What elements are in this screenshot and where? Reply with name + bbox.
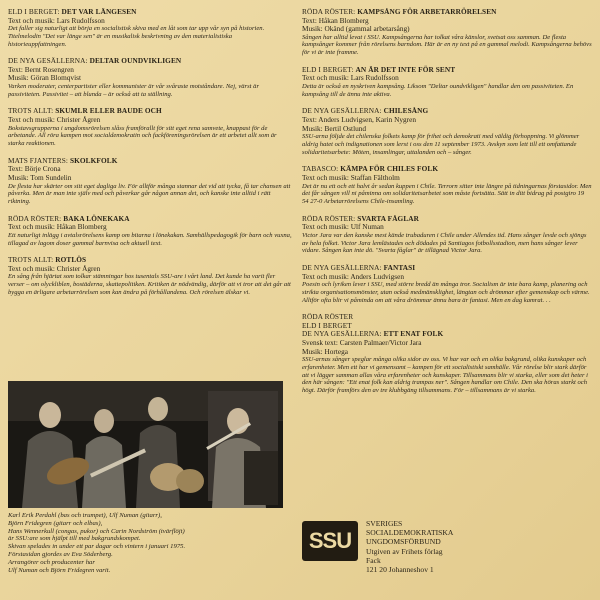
- publisher-line: 121 20 Johanneshov 1: [366, 565, 434, 575]
- credit-line: Text och musik: Lars Rudolfsson: [8, 15, 105, 25]
- band-name: DE NYA GESÄLLERNA:: [302, 106, 382, 116]
- song-entry: [302, 215, 592, 255]
- credit-line: Musik: Tom Sundelin: [8, 172, 72, 182]
- song-description: Poesin och lyriken lever i SSU, med större bredd än många tror. Socialism är inte bara kamp, planering och strikta organisationsmönster, utan också medmänsklighet, längtan och drömmar efter gemenskap och värme. Alltför ofta blir vi påminda om att våra drömmar ännu bara är fantasi. Men en dag kamrat. . .: [302, 281, 590, 304]
- song-entry: [8, 107, 292, 147]
- song-description: Detta är också en nyskriven kampsång. Liksom "Deltar oundvikligen" handlar den om passiviteten. En kampsång till de ännu inte aktiva.: [302, 83, 574, 98]
- song-description: De flesta har skärter om sitt eget dagliga liv. För alltför många stannar det vid att tycka, få tar chansen att påverka. Men är man inte själv med och påverkar går någon annan det, och kanske inte alltid i rätt riktning.: [8, 182, 291, 205]
- credit-line: Text: Anders Ludvigsen, Karin Nygren: [302, 115, 416, 125]
- song-title: KAMPSÅNG FÖR ARBETARRÖRELSEN: [357, 7, 497, 16]
- logo-text: SSU: [308, 528, 352, 553]
- song-title: FANTASI: [383, 262, 416, 272]
- song-description: SSU-arna följde det chilenska folkets kamp för frihet och demokrati med väldig förhoppning. Vi glömmer aldrig hatet och indignationen som lerst i oss den 11 september 1973. Avskyn som lett till ett omfattande solidaritetsarbete: Möten, insamlingar, uttalanden och – sånger.: [302, 133, 580, 156]
- band-name: TROTS ALLT:: [8, 106, 54, 116]
- band-name: DE NYA GESÄLLERNA:: [302, 262, 382, 272]
- band-name: ELD I BERGET:: [302, 64, 354, 74]
- song-entry: [8, 215, 292, 248]
- credit-line: Text och musik: Lars Rudolfsson: [302, 73, 399, 83]
- song-entry: [8, 57, 292, 98]
- credit-line: Text och musik: Anders Ludvigsen: [302, 271, 405, 281]
- band-name: TABASCO:: [302, 164, 339, 174]
- song-title: KÄMPA FÖR CHILES FOLK: [340, 164, 439, 174]
- song-description: SSU-arnas sånger speglar många olika sidor av oss. Vi har var och en olika bakgrund, olika kunskaper och erfarenheter. Men ett har vi gemensamt – kampen för ett socialistiskt samhälle. Vår rörelse blir stark därför att vi lägger samman allas våra erfarenheter och kunskaper. Tillsammans blir vi starka, eller som det heter i den här sången: "Ett enat folk kan aldrig trampas ner". Sången handlar om Chile. Den ska höras starkt och högt. Därför framförs den av tre klubbgäng tillsammans. För – tillsammans är vi starka.: [302, 356, 589, 395]
- song-description: Varken moderater, centerpartister eller kommunister är vår svåraste motståndare. Nej, värst är passiviteten. Passivitet – att blunda – är också att ta ställning.: [8, 83, 260, 98]
- song-title: DET VAR LÄNGESEN: [61, 7, 137, 16]
- song-entry: [302, 8, 592, 57]
- band-name: ELD I BERGET:: [8, 7, 60, 16]
- publisher-line: Utgiven av Frihets förlag: [366, 546, 443, 556]
- caption-line: Förstasidan gjordes av Eva Söderberg.: [8, 550, 113, 558]
- band-photo: [8, 381, 283, 508]
- credit-line: Text och musik: Ulf Numan: [302, 222, 384, 232]
- band-name: MATS FJANTERS:: [8, 155, 68, 165]
- credit-line: Text: Håkan Blomberg: [302, 15, 369, 25]
- song-entry: [8, 256, 292, 296]
- publisher-address: [366, 519, 586, 574]
- publisher-block: [302, 519, 592, 579]
- credit-line: Text och musik: Staffan Fältholm: [302, 172, 400, 182]
- credit-line: Text och musik: Christer Ågren: [8, 263, 101, 273]
- song-description: En sång från hjärtat som tolkar stämningar hos tusentals SSU-are i vårt land. Det kunde ha varit fler verser – om olyckliblen, bostäderna, skattepolitiken. Kritiken är nödvändig, därför att vi tror att det går att bygga en ärligare arbetarrörelsen som kan ändra på förhållandena. Och rörelsen älskar vi.: [8, 273, 291, 296]
- caption-line: Ulf Numan och Björn Fridegren varit.: [8, 566, 111, 574]
- song-entry: [302, 313, 592, 394]
- publisher-line: UNGDOMSFÖRBUND: [366, 537, 441, 547]
- song-title: CHILESÅNG: [383, 106, 429, 116]
- song-entry: [302, 264, 592, 304]
- right-column: [302, 8, 592, 404]
- song-entry: [8, 8, 292, 48]
- song-title: DELTAR OUNDVIKLIGEN: [89, 56, 182, 66]
- credit-line: Text och musik: Håkan Blomberg: [8, 222, 107, 232]
- song-title: ROTLÖS: [55, 255, 87, 265]
- caption-line: Arrangörer och producenter har: [8, 558, 95, 566]
- song-title: BAKA LÖNEKAKA: [63, 213, 130, 223]
- caption-line: Björn Fridegren (gitarr och elbas),: [8, 519, 103, 527]
- credit-line: Musik: Göran Blomqvist: [8, 73, 81, 83]
- publisher-line: SVERIGES: [366, 519, 403, 528]
- song-entry: [302, 107, 592, 156]
- song-title: ETT ENAT FOLK: [383, 329, 444, 339]
- song-entry: [302, 66, 592, 99]
- song-description: Ett naturligt inlägg i avtalsrörelsens kamp om bitarna i lönekakan. Samhällspedagogik för barn och vuxna, tillagad av lagom doser gammal barnvisa och aktuell text.: [8, 231, 292, 247]
- band-name: RÖDA RÖSTER:: [8, 213, 62, 223]
- song-title: SVARTA FÅGLAR: [357, 213, 420, 223]
- song-entry: [8, 157, 292, 206]
- credit-line: Text: Börje Crona: [8, 164, 61, 174]
- caption-line: Karl Erik Perdahl (bas och trumpet), Ulf Numan (gitarr),: [8, 512, 162, 519]
- song-title: AN ÄR DET INTE FÖR SENT: [355, 64, 456, 74]
- song-description: Sången har alltid levat i SSU. Kampsångerna har tolkat våra känslor, svetsat oss samman. De flesta kampsånger kommer från rörelsens barndom. Här är en ny text på en gammal melodi. Kampsångerna behövs för vi är inte framme.: [302, 33, 592, 57]
- song-description: Victor Jara var den kanske mest kände trubaduren i Chile under Allendes tid. Hans sånger levde och sjöngs av hela folket. Victor Jara lemlästades och dödades på Santiagos fotbollsstadion, men hans sånger lever vidare. Sången kan inte dö. "Svarta fåglar" är tillägnad Victor Jara.: [302, 231, 587, 255]
- caption-line: Hans Wennerkull (congas, pukor) och Carin Nordström (tvärflöjt): [8, 527, 185, 535]
- left-column: [8, 8, 292, 306]
- band-name: RÖDA RÖSTER ELD I BERGET DE NYA GESÄLLERNA:: [302, 312, 382, 339]
- credit-line: Svensk text: Carsten Palmaer/Victor Jara: [302, 338, 422, 348]
- photo-caption: [8, 512, 288, 574]
- song-description: Bokstavsgrupperna i ungdomsrörelsen slåss framförallt för sitt eget rena samvete, knappast för de arbetande. All röra kampen mot socialdemokratin och fackföreningsrörelsen är ett arbetet allt som är starka reaktionen.: [8, 124, 277, 148]
- caption-line: är SSU:are som hjälpt till med bakgrundskompet.: [8, 535, 141, 543]
- band-name: RÖDA RÖSTER:: [302, 213, 356, 223]
- credit-line: Text: Bernt Rosengren: [8, 64, 74, 74]
- song-entry: [302, 165, 592, 205]
- band-name: DE NYA GESÄLLERNA:: [8, 56, 88, 66]
- publisher-line: SOCIALDEMOKRATISKA: [366, 528, 454, 538]
- credit-line: Musik: Hortega: [302, 346, 349, 356]
- caption-line: Skivan spelades in under ett par dagar och vintern i januari 1975.: [8, 543, 186, 551]
- song-description: Det faller sig naturligt att börja en socialistisk skiva med en låt som tar upp vår syn på historien. Titelmelodin "Det var länge sen" är en musikalisk beskrivning av den materialistiska historieuppfattningen.: [8, 25, 265, 48]
- band-name: TROTS ALLT:: [8, 255, 54, 265]
- song-description: Det är nu ett och ett halvt år sedan kuppen i Chile. Terrorn sitter inte längre på tidningarnas förstasidor. Men det får sången vill ni påminna om solidaritetsarbetet som måste fortsätta. Sätt in ditt bidrag på postgiro 19 54 27-0 Arbetarrörelsens Chile-insamling.: [302, 182, 592, 205]
- song-title: SKUMLR ELLER BAUDE OCH: [55, 106, 162, 116]
- song-title: SKOLKFOLK: [69, 155, 118, 165]
- credit-line: Musik: Bertil Ostlund: [302, 123, 367, 133]
- ssu-logo: [302, 521, 358, 561]
- credit-line: Text och musik: Christer Ågren: [8, 115, 101, 125]
- publisher-line: Fack: [366, 555, 381, 565]
- band-name: RÖDA RÖSTER:: [302, 7, 356, 16]
- credit-line: Musik: Okänd (gammal arbetarsång): [302, 24, 410, 34]
